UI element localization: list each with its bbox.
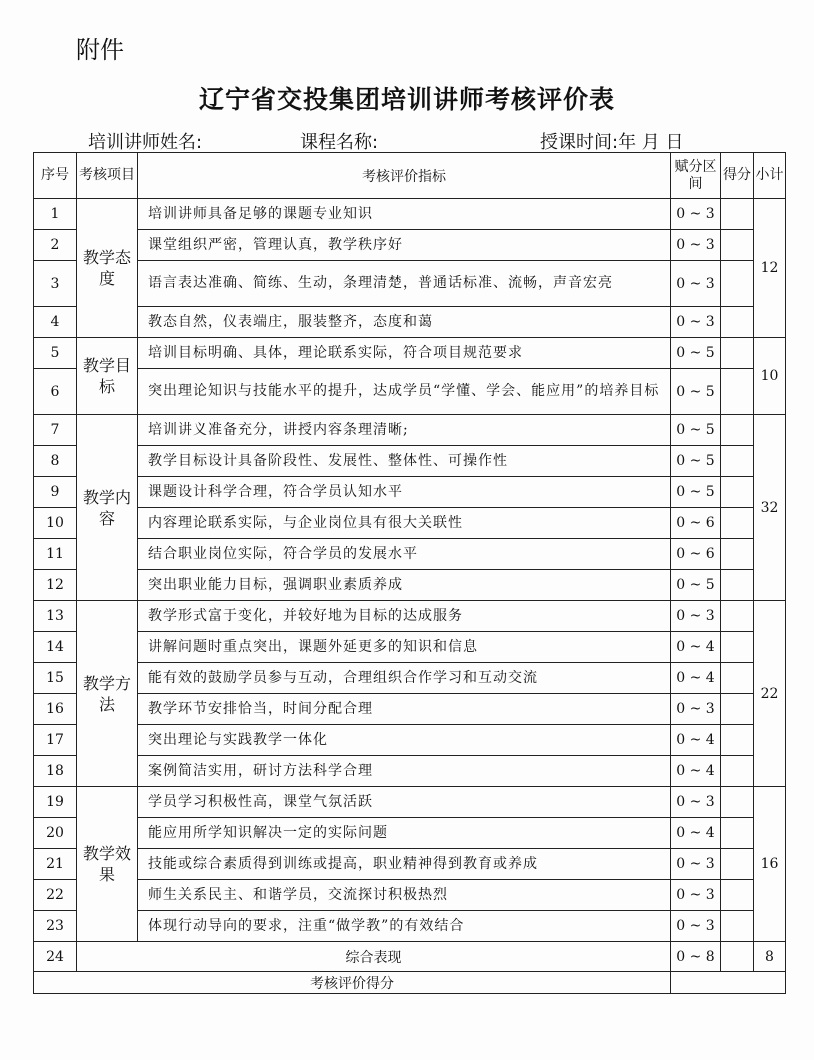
score-range: 0 ~ 5: [671, 338, 721, 369]
row-number: 20: [34, 818, 77, 849]
indicator-text: 能应用所学知识解决一定的实际问题: [138, 818, 671, 849]
score-cell[interactable]: [721, 911, 754, 942]
assessment-item: 教学方法: [77, 601, 138, 787]
subtotal-cell: 8: [754, 942, 786, 972]
final-score-row: [34, 972, 786, 994]
indicator-text: 能有效的鼓励学员参与互动，合理组织合作学习和互动交流: [138, 663, 671, 694]
row-number: 11: [34, 539, 77, 570]
table-row: [34, 725, 786, 756]
row-number: 24: [34, 942, 77, 972]
table-row: [34, 338, 786, 369]
trainer-name-label: 培训讲师姓名:: [88, 132, 203, 153]
table-row: [34, 694, 786, 725]
score-cell[interactable]: [721, 477, 754, 508]
table-row: [34, 307, 786, 338]
score-cell[interactable]: [721, 880, 754, 911]
indicator-text: 案例简洁实用，研讨方法科学合理: [138, 756, 671, 787]
assessment-item: 教学目标: [77, 338, 138, 415]
table-row: [34, 632, 786, 663]
header-indicator: 考核评价指标: [138, 153, 671, 199]
score-range: 0 ~ 3: [671, 307, 721, 338]
score-cell[interactable]: [721, 261, 754, 307]
score-range: 0 ~ 3: [671, 199, 721, 230]
indicator-text: 教学环节安排恰当，时间分配合理: [138, 694, 671, 725]
table-row: [34, 911, 786, 942]
table-row: [34, 756, 786, 787]
score-range: 0 ~ 5: [671, 477, 721, 508]
row-number: 8: [34, 446, 77, 477]
table-row: [34, 818, 786, 849]
lecture-time-text: 授课时间:: [540, 132, 619, 153]
subtotal-cell: 16: [754, 787, 786, 942]
header-no: 序号: [34, 153, 77, 199]
row-number: 9: [34, 477, 77, 508]
indicator-text: 突出理论知识与技能水平的提升，达成学员“学懂、学会、能应用”的培养目标: [138, 369, 671, 415]
row-number: 13: [34, 601, 77, 632]
score-cell[interactable]: [721, 539, 754, 570]
row-number: 4: [34, 307, 77, 338]
attachment-label: 附件: [76, 36, 124, 64]
score-cell[interactable]: [721, 338, 754, 369]
score-cell[interactable]: [721, 849, 754, 880]
table-body: [34, 199, 786, 994]
lecture-time-units: 年 月 日: [618, 132, 684, 153]
indicator-text: 突出职业能力目标，强调职业素质养成: [138, 570, 671, 601]
assessment-item: 教学效果: [77, 787, 138, 942]
subtotal-cell: 12: [754, 199, 786, 338]
indicator-text: 突出理论与实践教学一体化: [138, 725, 671, 756]
table-row: [34, 446, 786, 477]
indicator-text: 语言表达准确、简练、生动，条理清楚，普通话标准、流畅，声音宏亮: [138, 261, 671, 307]
row-number: 23: [34, 911, 77, 942]
header-range: 赋分区间: [671, 153, 721, 199]
score-range: 0 ~ 5: [671, 446, 721, 477]
score-cell[interactable]: [721, 570, 754, 601]
indicator-text: 课题设计科学合理，符合学员认知水平: [138, 477, 671, 508]
score-range: 0 ~ 5: [671, 570, 721, 601]
table-row: [34, 415, 786, 446]
indicator-text: 内容理论联系实际，与企业岗位具有很大关联性: [138, 508, 671, 539]
table-row: [34, 880, 786, 911]
assessment-item: 教学态度: [77, 199, 138, 338]
row-number: 2: [34, 230, 77, 261]
score-range: 0 ~ 5: [671, 415, 721, 446]
score-range: 0 ~ 3: [671, 787, 721, 818]
score-cell[interactable]: [721, 818, 754, 849]
indicator-text: 培训讲义准备充分，讲授内容条理清晰;: [138, 415, 671, 446]
row-number: 16: [34, 694, 77, 725]
score-cell[interactable]: [721, 601, 754, 632]
table-row: [34, 849, 786, 880]
score-cell[interactable]: [721, 942, 754, 972]
row-number: 15: [34, 663, 77, 694]
final-score-value[interactable]: [671, 972, 786, 994]
score-cell[interactable]: [721, 694, 754, 725]
score-cell[interactable]: [721, 756, 754, 787]
evaluation-table: [33, 152, 786, 994]
table-row: [34, 570, 786, 601]
course-name-label: 课程名称:: [300, 132, 379, 153]
score-range: 0 ~ 4: [671, 818, 721, 849]
score-cell[interactable]: [721, 663, 754, 694]
score-range: 0 ~ 4: [671, 725, 721, 756]
score-range: 0 ~ 3: [671, 880, 721, 911]
row-number: 7: [34, 415, 77, 446]
row-number: 18: [34, 756, 77, 787]
indicator-text: 体现行动导向的要求，注重“做学教”的有效结合: [138, 911, 671, 942]
score-range: 0 ~ 5: [671, 369, 721, 415]
score-range: 0 ~ 4: [671, 632, 721, 663]
score-range: 0 ~ 3: [671, 261, 721, 307]
row-number: 5: [34, 338, 77, 369]
subtotal-cell: 22: [754, 601, 786, 787]
score-cell[interactable]: [721, 415, 754, 446]
score-range: 0 ~ 3: [671, 849, 721, 880]
indicator-text: 结合职业岗位实际，符合学员的发展水平: [138, 539, 671, 570]
score-range: 0 ~ 3: [671, 230, 721, 261]
score-range: 0 ~ 3: [671, 694, 721, 725]
score-cell[interactable]: [721, 230, 754, 261]
table-row: [34, 230, 786, 261]
score-cell[interactable]: [721, 369, 754, 415]
indicator-text: 技能或综合素质得到训练或提高，职业精神得到教育或养成: [138, 849, 671, 880]
score-cell[interactable]: [721, 199, 754, 230]
score-range: 0 ~ 6: [671, 508, 721, 539]
row-number: 12: [34, 570, 77, 601]
final-score-label: 考核评价得分: [34, 972, 671, 994]
table-row: [34, 601, 786, 632]
row-number: 6: [34, 369, 77, 415]
score-range: 0 ~ 8: [671, 942, 721, 972]
header-row: [34, 153, 786, 199]
overall-label: 综合表现: [77, 942, 671, 972]
score-cell[interactable]: [721, 307, 754, 338]
score-cell[interactable]: [721, 725, 754, 756]
score-range: 0 ~ 3: [671, 911, 721, 942]
row-number: 21: [34, 849, 77, 880]
table-row: [34, 477, 786, 508]
table-row: [34, 508, 786, 539]
score-cell[interactable]: [721, 632, 754, 663]
indicator-text: 教态自然，仪表端庄，服装整齐，态度和蔼: [138, 307, 671, 338]
score-cell[interactable]: [721, 446, 754, 477]
score-range: 0 ~ 4: [671, 663, 721, 694]
lecture-time-label: [540, 128, 684, 154]
indicator-text: 培训讲师具备足够的课题专业知识: [138, 199, 671, 230]
table-row: [34, 199, 786, 230]
row-number: 19: [34, 787, 77, 818]
row-number: 22: [34, 880, 77, 911]
indicator-text: 培训目标明确、具体，理论联系实际，符合项目规范要求: [138, 338, 671, 369]
table-row: [34, 663, 786, 694]
row-number: 17: [34, 725, 77, 756]
overall-row: [34, 942, 786, 972]
indicator-text: 教学目标设计具备阶段性、发展性、整体性、可操作性: [138, 446, 671, 477]
indicator-text: 讲解问题时重点突出，课题外延更多的知识和信息: [138, 632, 671, 663]
row-number: 3: [34, 261, 77, 307]
score-range: 0 ~ 3: [671, 601, 721, 632]
score-range: 0 ~ 4: [671, 756, 721, 787]
row-number: 1: [34, 199, 77, 230]
indicator-text: 课堂组织严密，管理认真，教学秩序好: [138, 230, 671, 261]
document-title: 辽宁省交投集团培训讲师考核评价表: [198, 85, 615, 114]
table-row: [34, 787, 786, 818]
subtotal-cell: 10: [754, 338, 786, 415]
row-number: 10: [34, 508, 77, 539]
table-row: [34, 369, 786, 415]
table-row: [34, 261, 786, 307]
score-cell[interactable]: [721, 508, 754, 539]
assessment-item: 教学内容: [77, 415, 138, 601]
indicator-text: 师生关系民主、和谐学员，交流探讨积极热烈: [138, 880, 671, 911]
score-range: 0 ~ 6: [671, 539, 721, 570]
indicator-text: 学员学习积极性高，课堂气氛活跃: [138, 787, 671, 818]
score-cell[interactable]: [721, 787, 754, 818]
subtotal-cell: 32: [754, 415, 786, 601]
indicator-text: 教学形式富于变化，并较好地为目标的达成服务: [138, 601, 671, 632]
header-subtotal: 小计: [754, 153, 786, 199]
header-item: 考核项目: [77, 153, 138, 199]
header-score: 得分: [721, 153, 754, 199]
table-row: [34, 539, 786, 570]
row-number: 14: [34, 632, 77, 663]
